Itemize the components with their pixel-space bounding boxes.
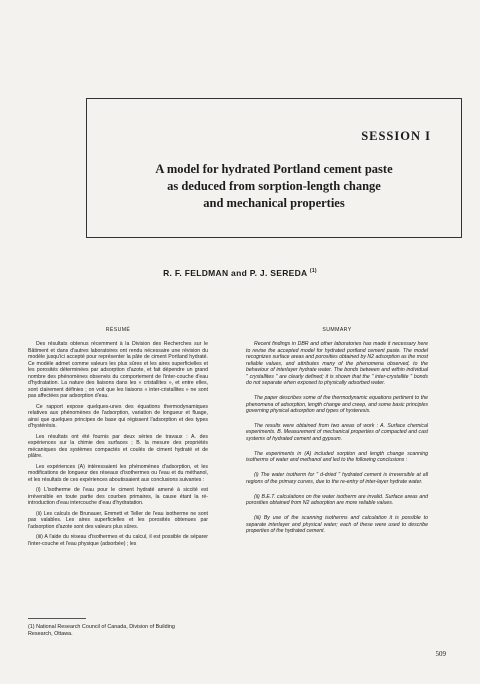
page-number: 509 — [435, 650, 446, 658]
resume-paragraph: (i) L'isotherme de l'eau pour le ciment hydraté amené à siccité est irréversible en toute partie des courbes primaires, la cause étant la ré-introduction d'eau intercouche d'eau d'hydratation. — [28, 487, 208, 507]
resume-heading: RÉSUMÉ — [105, 327, 131, 333]
summary-paragraph: (i) The water isotherm for " d-dried " hydrated cement is irreversible at all regions of the primary curves, due to the re-entry of inter-layer hydrate water. — [246, 472, 428, 485]
summary-column — [246, 327, 428, 543]
authors — [0, 268, 480, 278]
author-names: R. F. FELDMAN and P. J. SEREDA — [163, 268, 308, 278]
resume-paragraph: (ii) Les calculs de Brunauer, Emmett et Teller de l'eau isotherme ne sont pas valables. Les aires superficielles et les porosités obtenues par l'adsorption d'azote sont des valeurs plus sûres. — [28, 510, 208, 530]
resume-paragraph: Des résultats obtenus récemment à la Division des Recherches sur le Bâtiment et dans d'autres laboratoires ont rendu nécessaire une révision du modèle jusqu'ici accepté pour représenter la pâte de ciment Portland hydraté. Ce modèle admet comme valeurs les plus sûres et les aires superficielles et les porosités déterminées par adsorption d'azote, et fait dépendre un grand nombre des phénomènes observés du comportement de l'inter-couche d'eau d'hydratation. La nature des liaisons dans les « cristallites », et entre elles, sont clairement définies ; on voit que les liaisons « inter-cristallites » ne sont pas affectées par adsorption d'eau. — [28, 341, 208, 400]
resume-paragraph: Les résultats ont été fournis par deux séries de travaux : A. des expériences sur la chimie des surfaces ; B. la mesure des propriétés mécaniques des systèmes compactés et coulés de ciment hydraté et de plâtre. — [28, 433, 208, 460]
summary-paragraph: (iii) By use of the scanning isotherms and calculation it is possible to separate interlayer and physical water; each of these were used to describe properties of the hydrated cement. — [246, 515, 428, 534]
session-label: SESSION I — [361, 129, 431, 143]
summary-heading: SUMMARY — [322, 327, 352, 333]
title-line-3: and mechanical properties — [203, 196, 345, 210]
resume-paragraph: (iii) A l'aide du réseau d'isothermes et du calcul, il est possible de séparer l'inter-couche et l'eau physique (adsorbée) ; les — [28, 534, 208, 547]
summary-paragraph: (ii) B.E.T. calculations on the water isotherm are invalid. Surface areas and porosities obtained from N2 adsorption are more reliable values. — [246, 493, 428, 507]
title-line-2: as deduced from sorption-length change — [167, 179, 381, 193]
paper-title — [87, 161, 461, 212]
summary-paragraph: The experiments in (A) included sorption and length change scanning isotherms of water and methanol and led to the following conclusions : — [246, 450, 428, 464]
title-box — [86, 98, 462, 238]
resume-paragraph: Ce rapport expose quelques-unes des équations thermodynamiques relatives aux phénomènes de l'adsorption, variation de longueur et fluage, ainsi que quelques principes de base qui régissent l'adsorption et des types d'hystérésis. — [28, 403, 208, 430]
resume-paragraph: Les expériences (A) intéressaient les phénomènes d'adsorption, et les modifications de longueur des réseaux d'isothermes ou l'eau et du méthanol, et les résultats de ces expériences aboutissaient aux conclusions suivantes : — [28, 463, 208, 483]
resume-column — [28, 327, 208, 551]
title-line-1: A model for hydrated Portland cement paste — [155, 162, 393, 176]
summary-paragraph: Recent findings in DBR and other laboratories has made it necessary here to revise the accepted model for hydrated portland cement paste. The model recognizes surface areas and porosities obtained by N2 adsorption as the most reliable values, and attributes many of the phenomena observed, to the behaviour of interlayer hydrate water. The bonds between and within individual " crystallites " are clearly defined; it is shown that the " inter-crystallite " bonds do not separate when exposed to physically adsorbed water. — [246, 341, 428, 387]
summary-paragraph: The results were obtained from two areas of work : A. Surface chemical experiments. B. Measurement of mechanical properties of compacted and cast systems of hydrated cement and gypsum. — [246, 422, 428, 442]
author-footnote-mark: (1) — [309, 268, 317, 275]
footnote: (1) National Research Council of Canada, Division of Building Research, Ottawa. — [28, 624, 175, 637]
summary-paragraph: The paper describes some of the thermodynamic equations pertinent to the phenomena of adsorption, length change and creep, and some basic principles governing physical adsorption and types of hysteresis. — [246, 395, 428, 415]
footnote-divider — [28, 618, 86, 619]
